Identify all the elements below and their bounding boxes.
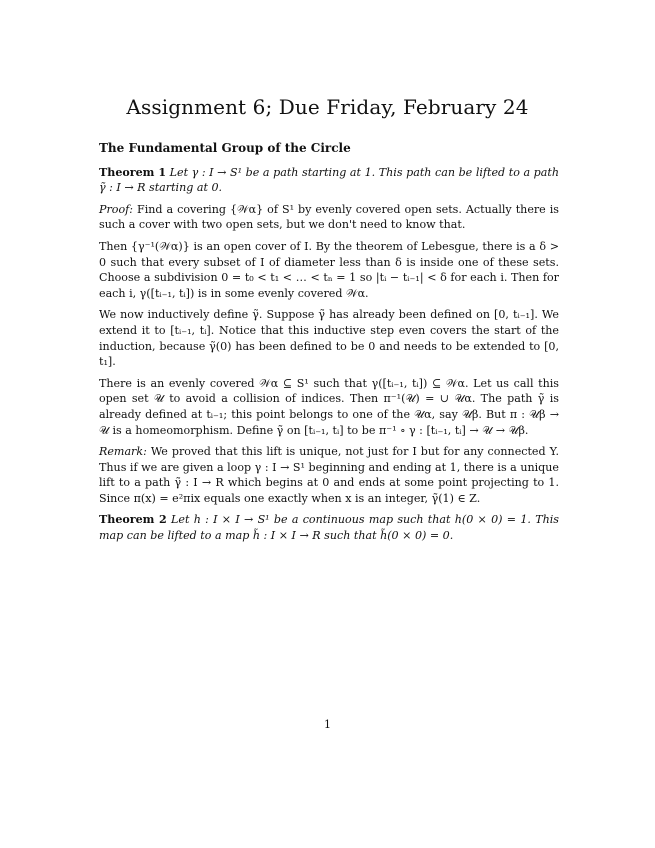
covered-set-paragraph: There is an evenly covered 𝒲α ⊆ S¹ such that γ([tᵢ₋₁, tᵢ]) ⊆ 𝒲α. Let us call this open set 𝒰 to avoid a collision of indices. Then π⁻¹(𝒰) = ∪ 𝒰α. The path γ̃ is already defined at tᵢ₋₁; this point belongs to one of the 𝒰α, say 𝒰β. But π : 𝒰β → 𝒰 is a homeomorphism. Define γ̃ on [tᵢ₋₁, tᵢ] to be π⁻¹ ∘ γ : [tᵢ₋₁, tᵢ] → 𝒰 → 𝒰β. <box>99 376 559 437</box>
section-title: The Fundamental Group of the Circle <box>99 141 351 155</box>
proof-body: Find a covering {𝒲α} of S¹ by evenly covered open sets. Actually there is such a cover with two open sets, but we don't need to know that. <box>99 202 559 232</box>
inductive-paragraph: We now inductively define γ̃. Suppose γ̃ has already been defined on [0, tᵢ₋₁]. We extend it to [tᵢ₋₁, tᵢ]. Notice that this inductive step even covers the start of the induction, because γ̃(0) has been defined to be 0 and needs to be extended to [0, t₁]. <box>99 308 559 369</box>
remark-paragraph <box>99 444 559 506</box>
theorem-1-head: Theorem 1 <box>99 165 167 179</box>
remark-head: Remark: <box>99 445 147 459</box>
proof-paragraph <box>99 202 559 233</box>
remark-body: We proved that this lift is unique, not just for I but for any connected Y. Thus if we are given a loop γ : I → S¹ beginning and ending at 1, there is a unique lift to a path γ̃ : I → R which begins at 0 and ends at some point projecting to 1. Since π(x) = e²πix equals one exactly when x is an integer, γ̃(1) ∈ Z. <box>99 445 559 505</box>
theorem-2 <box>99 512 559 543</box>
page-number: 1 <box>324 718 331 731</box>
lebesgue-paragraph: Then {γ⁻¹(𝒲α)} is an open cover of I. By the theorem of Lebesgue, there is a δ > 0 such that every subset of I of diameter less than δ is inside one of these sets. Choose a subdivision 0 = t₀ < t₁ < … < tₙ = 1 so |tᵢ − tᵢ₋₁| < δ for each i. Then for each i, γ([tᵢ₋₁, tᵢ]) is in some evenly covered 𝒲α. <box>99 239 559 300</box>
document-body <box>99 141 559 550</box>
page-title: Assignment 6; Due Friday, February 24 <box>126 95 529 119</box>
proof-head: Proof: <box>99 202 133 216</box>
theorem-2-head: Theorem 2 <box>99 513 167 527</box>
theorem-1-body: Let γ : I → S¹ be a path starting at 1. This path can be lifted to a path γ̃ : I → R starting at 0. <box>99 165 559 195</box>
theorem-2-body: Let h : I × I → S¹ be a continuous map such that h(0 × 0) = 1. This map can be lifted to a map h̃ : I × I → R such that h̃(0 × 0) = 0. <box>99 513 559 543</box>
theorem-1 <box>99 165 559 196</box>
